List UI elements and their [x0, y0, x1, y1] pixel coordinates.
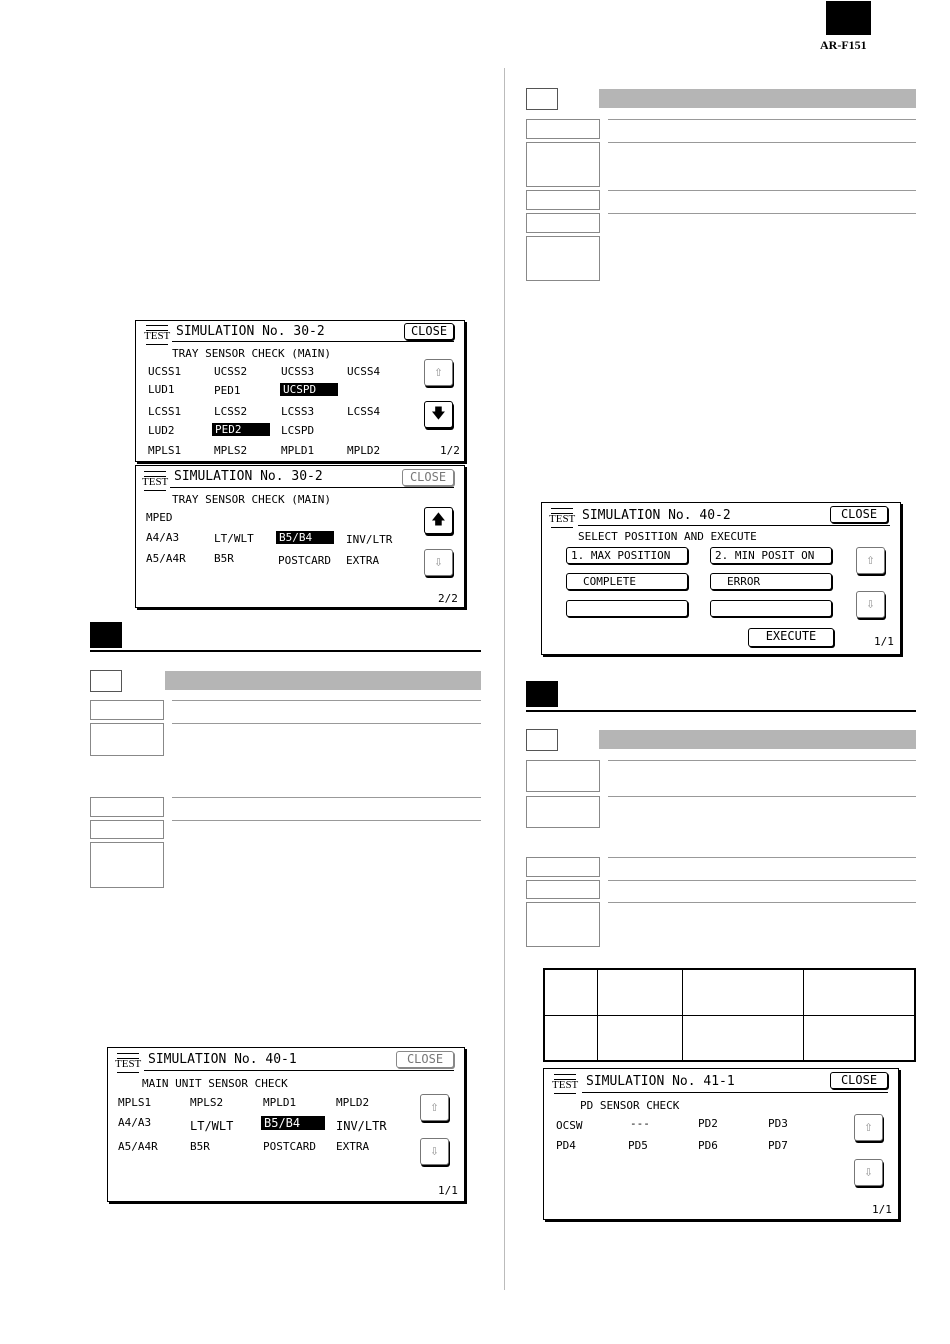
sensor-lud2: LUD2 — [148, 424, 175, 437]
close-button[interactable]: CLOSE — [402, 469, 454, 486]
execute-button[interactable]: EXECUTE — [748, 628, 834, 647]
panel-title: SIMULATION No. 30-2 — [174, 469, 323, 484]
test-icon: TEST — [144, 324, 170, 346]
field-rule-4 — [172, 820, 481, 821]
item-box-right-1 — [526, 88, 558, 110]
size-extra: EXTRA — [346, 554, 380, 567]
sensor-lcss1: LCSS1 — [148, 405, 182, 418]
title-underline — [582, 1092, 888, 1093]
sim-30-2-page2-panel — [135, 465, 465, 608]
field-rule-r1 — [608, 119, 916, 120]
page-indicator: 1/1 — [438, 1184, 458, 1197]
size-a4-a3: A4/A3 — [146, 531, 180, 544]
sensor-lcss2: LCSS2 — [214, 405, 248, 418]
label-box-3 — [90, 797, 164, 817]
table-cell — [598, 969, 683, 1015]
sensor-pd7: PD7 — [768, 1139, 788, 1152]
sensor-mpls1: MPLS1 — [148, 444, 182, 457]
field-rule-r6 — [608, 760, 916, 761]
label-box-r6 — [526, 760, 600, 792]
label-box-5 — [90, 842, 164, 888]
item-box-left — [90, 670, 122, 692]
size-extra: EXTRA — [336, 1140, 370, 1153]
panel-title: SIMULATION No. 40-1 — [148, 1052, 297, 1067]
label-box-1 — [90, 700, 164, 720]
item-box-right-2 — [526, 729, 558, 751]
scroll-down-button[interactable]: ⇩ — [424, 549, 453, 576]
column-divider — [504, 68, 505, 1290]
size-b5r: B5R — [214, 552, 234, 565]
close-button[interactable]: CLOSE — [396, 1051, 454, 1068]
page-indicator: 1/1 — [872, 1203, 892, 1216]
section-marker-right — [526, 681, 558, 707]
size-inv-ltr: INV/LTR — [346, 533, 393, 546]
size-inv-ltr: INV/LTR — [336, 1119, 387, 1133]
field-rule-3 — [172, 797, 481, 798]
sensor-mpls2: MPLS2 — [214, 444, 248, 457]
title-underline — [578, 525, 890, 526]
size-b5r: B5R — [190, 1140, 210, 1153]
size-b5-b4-active: B5/B4 — [261, 1116, 325, 1130]
scroll-up-button[interactable]: ⇧ — [854, 1114, 883, 1141]
label-box-r10 — [526, 902, 600, 947]
page-indicator: 2/2 — [438, 592, 458, 605]
scroll-up-button[interactable]: ⇧ — [856, 547, 885, 574]
size-a5-a4r: A5/A4R — [146, 552, 186, 565]
section-rule-left — [90, 650, 481, 652]
item-header-bar-right-2 — [599, 730, 916, 749]
panel-subtitle: SELECT POSITION AND EXECUTE — [578, 530, 757, 543]
panel-subtitle: PD SENSOR CHECK — [580, 1099, 680, 1112]
sensor-mpld2: MPLD2 — [336, 1096, 370, 1109]
sensor-ocsw: OCSW — [556, 1119, 583, 1132]
label-box-r3 — [526, 190, 600, 210]
sensor-ucspd-active: UCSPD — [280, 383, 338, 396]
max-position-button[interactable]: 1. MAX POSITION — [566, 547, 688, 564]
close-button[interactable]: CLOSE — [830, 506, 888, 523]
size-a5-a4r: A5/A4R — [118, 1140, 158, 1153]
title-underline — [170, 487, 454, 488]
blank-button-2[interactable] — [710, 600, 832, 617]
test-icon: TEST — [115, 1052, 141, 1074]
model-number: AR-F151 — [820, 38, 867, 52]
sensor-ucss2: UCSS2 — [214, 365, 248, 378]
size-lt-wlt: LT/WLT — [190, 1119, 234, 1133]
item-header-bar-right-1 — [599, 89, 916, 108]
label-box-r1 — [526, 119, 600, 139]
min-position-button[interactable]: 2. MIN POSIT ON — [710, 547, 832, 564]
sim-40-2-panel — [541, 502, 901, 655]
panel-title: SIMULATION No. 40-2 — [582, 508, 731, 523]
sensor-pd3: PD3 — [768, 1117, 788, 1130]
sensor-mped: MPED — [146, 511, 173, 524]
sim-40-1-panel — [107, 1047, 465, 1202]
section-marker-left — [90, 622, 122, 648]
error-button[interactable]: ERROR — [710, 573, 832, 590]
field-rule-r2 — [608, 142, 916, 143]
sensor-mpls2: MPLS2 — [190, 1096, 224, 1109]
scroll-down-button[interactable]: ⇩ — [420, 1138, 449, 1165]
table-cell — [683, 969, 804, 1015]
test-icon: TEST — [142, 470, 168, 492]
label-box-r5 — [526, 236, 600, 281]
title-underline — [144, 1070, 454, 1071]
sensor-ped2-active: PED2 — [212, 423, 270, 436]
sensor-ucss3: UCSS3 — [281, 365, 315, 378]
sensor-pd6: PD6 — [698, 1139, 718, 1152]
table-cell — [544, 969, 598, 1015]
sensor-lcss4: LCSS4 — [347, 405, 381, 418]
size-lt-wlt: LT/WLT — [214, 532, 254, 545]
sensor-lcss3: LCSS3 — [281, 405, 315, 418]
table-cell — [804, 969, 916, 1015]
sensor-ucss1: UCSS1 — [148, 365, 182, 378]
table-cell — [544, 1015, 598, 1061]
sim-30-2-page1-panel — [135, 320, 465, 462]
close-button[interactable]: CLOSE — [830, 1072, 888, 1089]
label-box-r9 — [526, 880, 600, 899]
sensor-pd2: PD2 — [698, 1117, 718, 1130]
label-box-r7 — [526, 796, 600, 828]
scroll-down-button[interactable]: ⇩ — [856, 591, 885, 618]
item-header-bar-left — [165, 671, 481, 690]
field-rule-1 — [172, 700, 481, 701]
sensor-ped1: PED1 — [214, 384, 241, 397]
blank-button-1[interactable] — [566, 600, 688, 617]
field-rule-r3 — [608, 190, 916, 191]
table-cell — [598, 1015, 683, 1061]
size-b5-b4-active: B5/B4 — [276, 531, 334, 544]
page-tab-marker — [826, 1, 871, 35]
label-box-4 — [90, 820, 164, 839]
complete-button[interactable]: COMPLETE — [566, 573, 688, 590]
test-icon: TEST — [549, 507, 575, 529]
panel-subtitle: MAIN UNIT SENSOR CHECK — [142, 1077, 288, 1090]
panel-title: SIMULATION No. 30-2 — [176, 324, 325, 339]
scroll-up-button[interactable]: ⇧ — [424, 359, 453, 386]
scroll-down-button[interactable]: ⇩ — [854, 1159, 883, 1186]
label-box-r4 — [526, 213, 600, 233]
field-rule-2 — [172, 723, 481, 724]
field-rule-r7 — [608, 796, 916, 797]
sensor-mpls1: MPLS1 — [118, 1096, 152, 1109]
size-postcard: POSTCARD — [278, 554, 331, 567]
sensor-mpld1: MPLD1 — [263, 1096, 297, 1109]
field-rule-r10 — [608, 902, 916, 903]
sensor-mpld2: MPLD2 — [347, 444, 381, 457]
table-cell — [804, 1015, 916, 1061]
section-rule-right — [526, 710, 916, 712]
sensor-blank: --- — [630, 1117, 650, 1130]
size-postcard: POSTCARD — [263, 1140, 316, 1153]
sensor-ucss4: UCSS4 — [347, 365, 381, 378]
spec-table — [543, 968, 916, 1062]
title-underline — [172, 341, 454, 342]
sim-41-1-panel — [543, 1068, 899, 1220]
table-cell — [683, 1015, 804, 1061]
scroll-up-button[interactable]: 🡅 — [424, 507, 453, 534]
panel-subtitle: TRAY SENSOR CHECK (MAIN) — [172, 493, 331, 506]
test-icon: TEST — [552, 1073, 578, 1095]
panel-title: SIMULATION No. 41-1 — [586, 1074, 735, 1089]
label-box-r8 — [526, 857, 600, 877]
page-indicator: 1/2 — [440, 444, 460, 457]
sensor-lcspd: LCSPD — [281, 424, 315, 437]
close-button[interactable]: CLOSE — [404, 323, 454, 340]
panel-subtitle: TRAY SENSOR CHECK (MAIN) — [172, 347, 331, 360]
sensor-lud1: LUD1 — [148, 383, 175, 396]
sensor-pd5: PD5 — [628, 1139, 648, 1152]
scroll-down-button[interactable]: 🡇 — [424, 401, 453, 428]
field-rule-r9 — [608, 880, 916, 881]
label-box-r2 — [526, 142, 600, 187]
label-box-2 — [90, 723, 164, 756]
sensor-pd4: PD4 — [556, 1139, 576, 1152]
sensor-mpld1: MPLD1 — [281, 444, 315, 457]
size-a4-a3: A4/A3 — [118, 1116, 152, 1129]
page-indicator: 1/1 — [874, 635, 894, 648]
field-rule-r8 — [608, 857, 916, 858]
scroll-up-button[interactable]: ⇧ — [420, 1094, 449, 1121]
field-rule-r4 — [608, 213, 916, 214]
